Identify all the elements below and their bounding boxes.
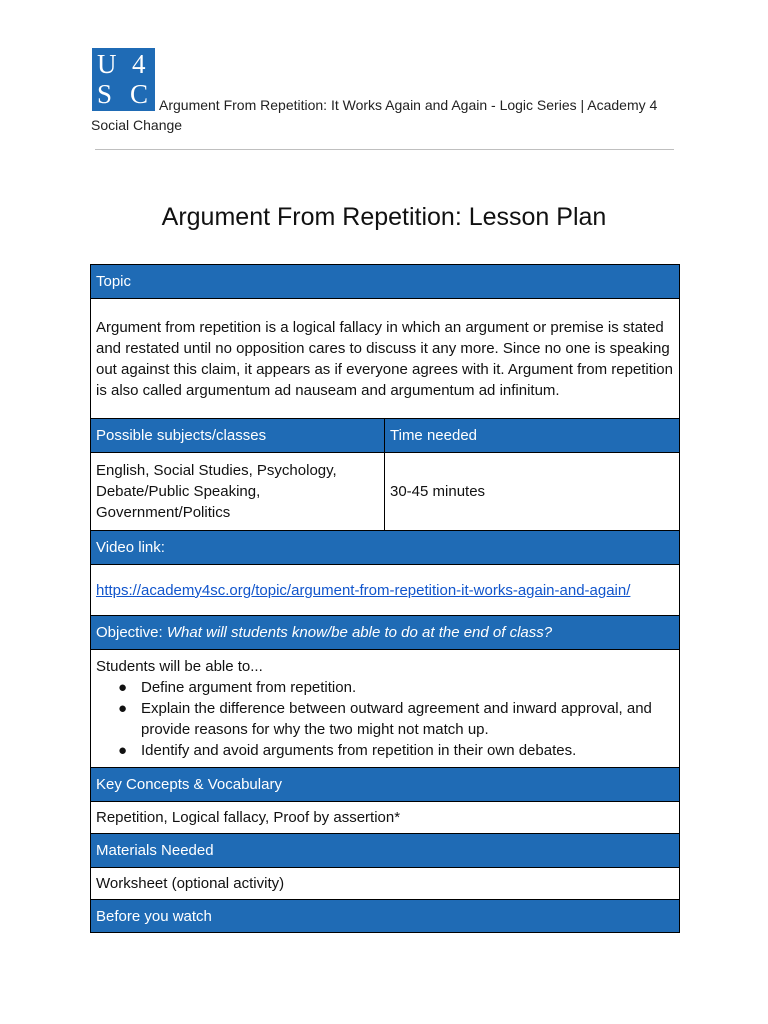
header-title: Argument From Repetition: It Works Again and Again - Logic Series | Academy 4 Social Change xyxy=(91,97,658,133)
key-concepts-label: Key Concepts & Vocabulary xyxy=(91,768,680,802)
objective-question: What will students know/be able to do at the end of class? xyxy=(166,624,553,641)
objective-header xyxy=(91,616,680,650)
topic-text: Argument from repetition is a logical fallacy in which an argument or premise is stated and restated until no opposition cares to discuss it any more. Since no one is speaking out against this claim, it appears as if everyone agrees with it. Argument from repetition is also called argumentum ad nauseam and argumentum ad infinitum. xyxy=(91,299,680,419)
bullet-icon: ● xyxy=(118,742,128,759)
before-watch-header-row xyxy=(91,900,680,933)
subjects-text: English, Social Studies, Psychology, Debate/Public Speaking, Government/Politics xyxy=(91,453,385,531)
subjects-time-body-row xyxy=(91,453,680,531)
subjects-time-header-row xyxy=(91,419,680,453)
objective-intro: Students will be able to... xyxy=(96,658,263,675)
bullet-icon: ● xyxy=(118,700,128,717)
page-title: Argument From Repetition: Lesson Plan xyxy=(161,203,607,231)
key-concepts-text: Repetition, Logical fallacy, Proof by assertion* xyxy=(91,802,680,834)
lesson-plan-table xyxy=(90,264,680,933)
subjects-label: Possible subjects/classes xyxy=(91,419,385,453)
list-item xyxy=(118,677,674,698)
objective-list xyxy=(96,677,674,761)
objective-body-row xyxy=(91,650,680,768)
header-divider xyxy=(95,149,674,150)
objective-header-row xyxy=(91,616,680,650)
objective-item-text: Identify and avoid arguments from repetition in their own debates. xyxy=(141,742,577,759)
list-item xyxy=(118,698,674,740)
video-label: Video link: xyxy=(91,531,680,565)
video-body-row xyxy=(91,565,680,616)
materials-body-row xyxy=(91,868,680,900)
objective-item-text: Explain the difference between outward agreement and inward approval, and provide reasons for why the two might not match up. xyxy=(141,700,652,738)
materials-header-row xyxy=(91,834,680,868)
topic-label: Topic xyxy=(91,265,680,299)
logo-letter-c: C xyxy=(130,79,149,109)
logo-letter-s: S xyxy=(97,79,113,109)
topic-body-row xyxy=(91,299,680,419)
video-header-row xyxy=(91,531,680,565)
video-link[interactable]: https://academy4sc.org/topic/argument-from-repetition-it-works-again-and-again/ xyxy=(96,581,631,599)
key-concepts-body-row xyxy=(91,802,680,834)
materials-label: Materials Needed xyxy=(91,834,680,868)
objective-item-text: Define argument from repetition. xyxy=(141,679,357,696)
logo-letter-u: U xyxy=(97,49,117,79)
time-text: 30-45 minutes xyxy=(385,453,680,531)
time-label: Time needed xyxy=(385,419,680,453)
bullet-icon: ● xyxy=(118,679,128,696)
logo-digit-4: 4 xyxy=(132,49,146,79)
video-link-cell xyxy=(91,565,680,616)
objective-body xyxy=(91,650,680,768)
before-watch-label: Before you watch xyxy=(91,900,680,933)
topic-header-row xyxy=(91,265,680,299)
key-concepts-header-row xyxy=(91,768,680,802)
list-item xyxy=(118,740,674,761)
objective-label: Objective: xyxy=(96,624,163,641)
materials-text: Worksheet (optional activity) xyxy=(91,868,680,900)
